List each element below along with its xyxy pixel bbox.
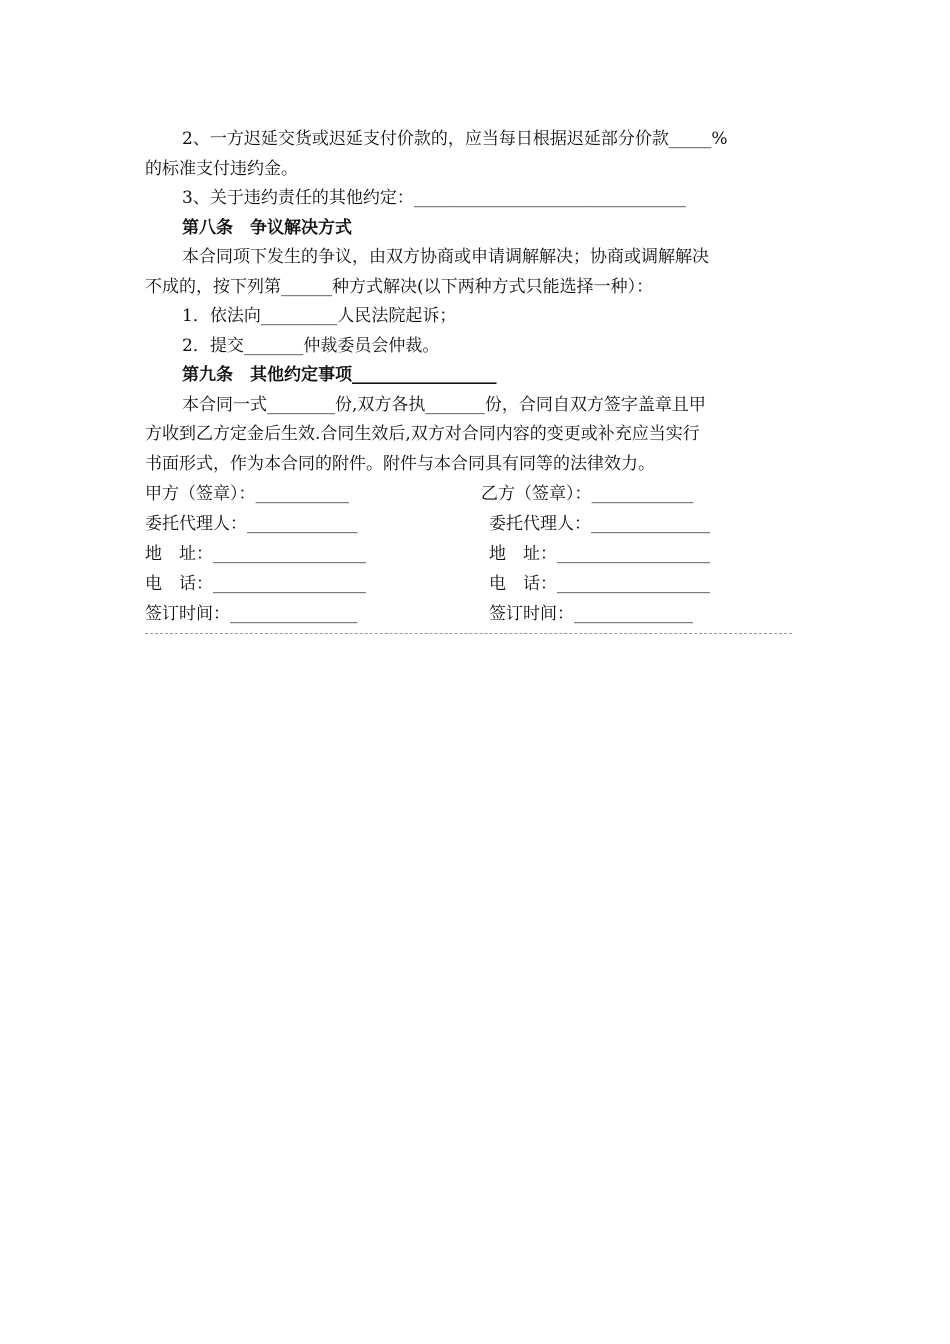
- clause-item-2-line2: 的标准支付违约金。: [145, 158, 298, 179]
- signature-row-date: [145, 599, 792, 629]
- party-a-date: 签订时间：_______________: [145, 604, 358, 624]
- party-a-agent: 委托代理人：_____________: [145, 514, 358, 534]
- party-a-signature: 甲方（签章）：___________: [145, 484, 349, 504]
- signature-row-address: [145, 539, 792, 569]
- article-8-paragraph-line2: 不成的，按下列第______种方式解决(以下两种方式只能选择一种）：: [145, 276, 654, 297]
- party-b-address: 地 址：__________________: [489, 544, 710, 564]
- contract-page: [145, 125, 792, 634]
- article-9-paragraph-line2: 方收到乙方定金后生效.合同生效后,双方对合同内容的变更或补充应当实行: [145, 424, 700, 444]
- article-9-paragraph-line1: 本合同一式________份,双方各执_______份，合同自双方签字盖章且甲: [182, 394, 706, 415]
- party-a-address: 地 址：__________________: [145, 544, 366, 564]
- signature-row-phone: [145, 569, 792, 599]
- signature-row-agent: [145, 509, 792, 539]
- article-8-option-1: 1．依法向_________人民法院起诉；: [182, 306, 457, 326]
- party-b-phone: 电 话：__________________: [489, 574, 710, 594]
- dashed-divider: [145, 633, 792, 634]
- clause-item-3: 3、关于违约责任的其他约定：________________________________: [182, 188, 686, 208]
- article-9-title: 第九条 其他约定事项_________________: [182, 365, 497, 385]
- party-b-signature: 乙方（签章）：____________: [481, 484, 694, 504]
- article-9-paragraph-line3: 书面形式，作为本合同的附件。附件与本合同具有同等的法律效力。: [145, 453, 655, 474]
- article-8-option-2: 2．提交_______仲裁委员会仲裁。: [182, 335, 440, 356]
- party-b-date: 签订时间：______________: [489, 604, 693, 624]
- party-b-agent: 委托代理人：______________: [489, 514, 710, 534]
- article-8-title: 第八条 争议解决方式: [182, 217, 352, 238]
- article-8-paragraph-line1: 本合同项下发生的争议，由双方协商或申请调解解决；协商或调解解决: [182, 247, 709, 267]
- clause-item-2-line1: 2、一方迟延交货或迟延支付价款的，应当每日根据迟延部分价款_____%: [182, 129, 728, 149]
- signature-row-party: [145, 479, 792, 509]
- party-a-phone: 电 话：__________________: [145, 574, 366, 594]
